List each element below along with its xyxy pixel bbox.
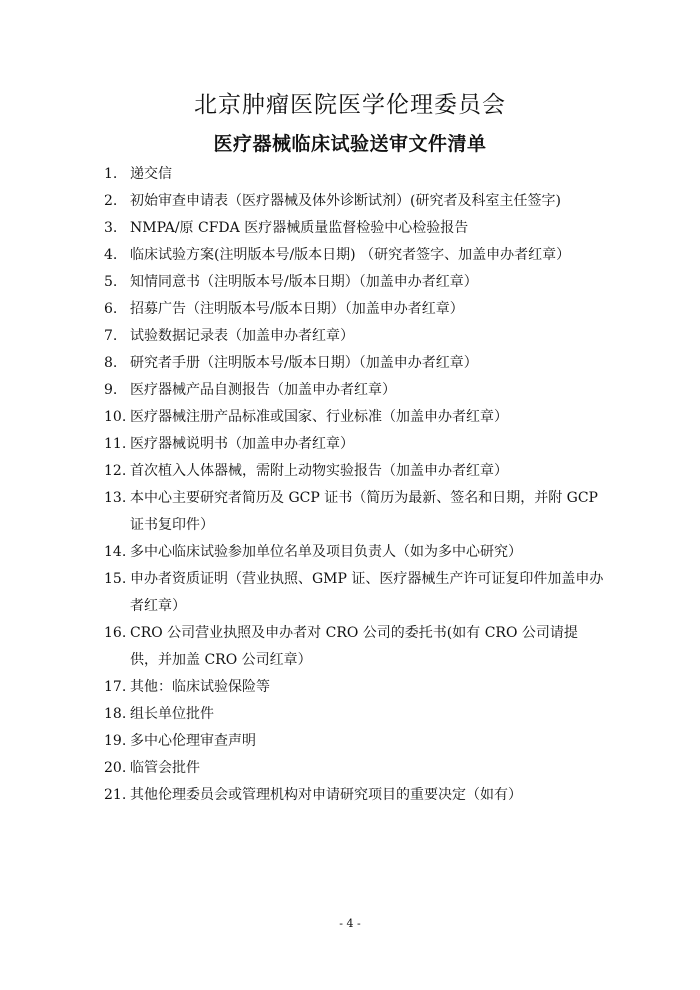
list-item-text: 其他：临床试验保险等 [130, 679, 270, 695]
list-item-number: 11. [104, 436, 127, 452]
list-item [104, 539, 604, 566]
list-item [104, 566, 604, 620]
list-item-number: 10. [104, 409, 127, 425]
list-item [104, 161, 604, 188]
list-item-number: 3. [104, 220, 118, 236]
list-item-text: 医疗器械说明书（加盖申办者红章） [130, 436, 354, 452]
list-item-text: 多中心伦理审查声明 [130, 733, 256, 749]
list-item-number: 2. [104, 193, 118, 209]
list-item [104, 188, 604, 215]
list-item-text: NMPA/原 CFDA 医疗器械质量监督检验中心检验报告 [130, 220, 469, 236]
document-checklist [104, 161, 604, 809]
list-item-text: 医疗器械产品自测报告（加盖申办者红章） [130, 382, 396, 398]
organization-title: 北京肿瘤医院医学伦理委员会 [194, 92, 506, 118]
list-item-text: 临管会批件 [130, 760, 200, 776]
list-item-text: 首次植入人体器械，需附上动物实验报告（加盖申办者红章） [130, 463, 508, 479]
list-item-number: 13. [104, 490, 127, 506]
list-item-number: 16. [104, 625, 127, 641]
list-item-text: 多中心临床试验参加单位名单及项目负责人（如为多中心研究） [130, 544, 522, 560]
list-item-number: 5. [104, 274, 118, 290]
list-item-number: 14. [104, 544, 127, 560]
list-item-text: CRO 公司营业执照及申办者对 CRO 公司的委托书(如有 CRO 公司请提供，并加盖 CRO 公司红章） [130, 625, 578, 668]
list-item [104, 404, 604, 431]
list-item [104, 620, 604, 674]
list-item-text: 临床试验方案(注明版本号/版本日期) （研究者签字、加盖申办者红章） [130, 247, 571, 263]
list-item [104, 755, 604, 782]
list-item-number: 17. [104, 679, 127, 695]
list-item-number: 20. [104, 760, 127, 776]
list-item [104, 674, 604, 701]
list-item-number: 15. [104, 571, 127, 587]
list-item-number: 19. [104, 733, 127, 749]
list-item-number: 9. [104, 382, 118, 398]
list-item [104, 323, 604, 350]
list-item [104, 701, 604, 728]
list-item [104, 728, 604, 755]
list-item-text: 招募广告（注明版本号/版本日期）（加盖申办者红章） [130, 301, 464, 317]
list-item-text: 知情同意书（注明版本号/版本日期）（加盖申办者红章） [130, 274, 478, 290]
list-item [104, 296, 604, 323]
list-item-text: 申办者资质证明（营业执照、GMP 证、医疗器械生产许可证复印件加盖申办者红章） [130, 571, 604, 614]
list-item [104, 377, 604, 404]
list-item [104, 782, 604, 809]
list-item [104, 458, 604, 485]
list-item-text: 医疗器械注册产品标准或国家、行业标准（加盖申办者红章） [130, 409, 508, 425]
list-item-number: 4. [104, 247, 118, 263]
list-item-number: 1. [104, 166, 118, 182]
list-item-text: 本中心主要研究者简历及 GCP 证书（简历为最新、签名和日期，并附 GCP 证书复印件） [130, 490, 598, 533]
document-title: 医疗器械临床试验送审文件清单 [213, 133, 487, 155]
list-item-text: 递交信 [130, 166, 172, 182]
list-item [104, 485, 604, 539]
list-item [104, 242, 604, 269]
list-item-text: 其他伦理委员会或管理机构对申请研究项目的重要决定（如有） [130, 787, 522, 803]
list-item-text: 试验数据记录表（加盖申办者红章） [130, 328, 354, 344]
list-item-number: 8. [104, 355, 118, 371]
list-item-text: 组长单位批件 [130, 706, 214, 722]
list-item-text: 研究者手册（注明版本号/版本日期）（加盖申办者红章） [130, 355, 478, 371]
list-item-number: 6. [104, 301, 118, 317]
list-item-number: 12. [104, 463, 127, 479]
list-item-number: 18. [104, 706, 127, 722]
page-number: - 4 - [339, 917, 361, 930]
list-item [104, 269, 604, 296]
list-item [104, 215, 604, 242]
list-item-text: 初始审查申请表（医疗器械及体外诊断试剂）(研究者及科室主任签字) [130, 193, 561, 209]
list-item-number: 21. [104, 787, 127, 803]
list-item [104, 350, 604, 377]
list-item-number: 7. [104, 328, 118, 344]
list-item [104, 431, 604, 458]
